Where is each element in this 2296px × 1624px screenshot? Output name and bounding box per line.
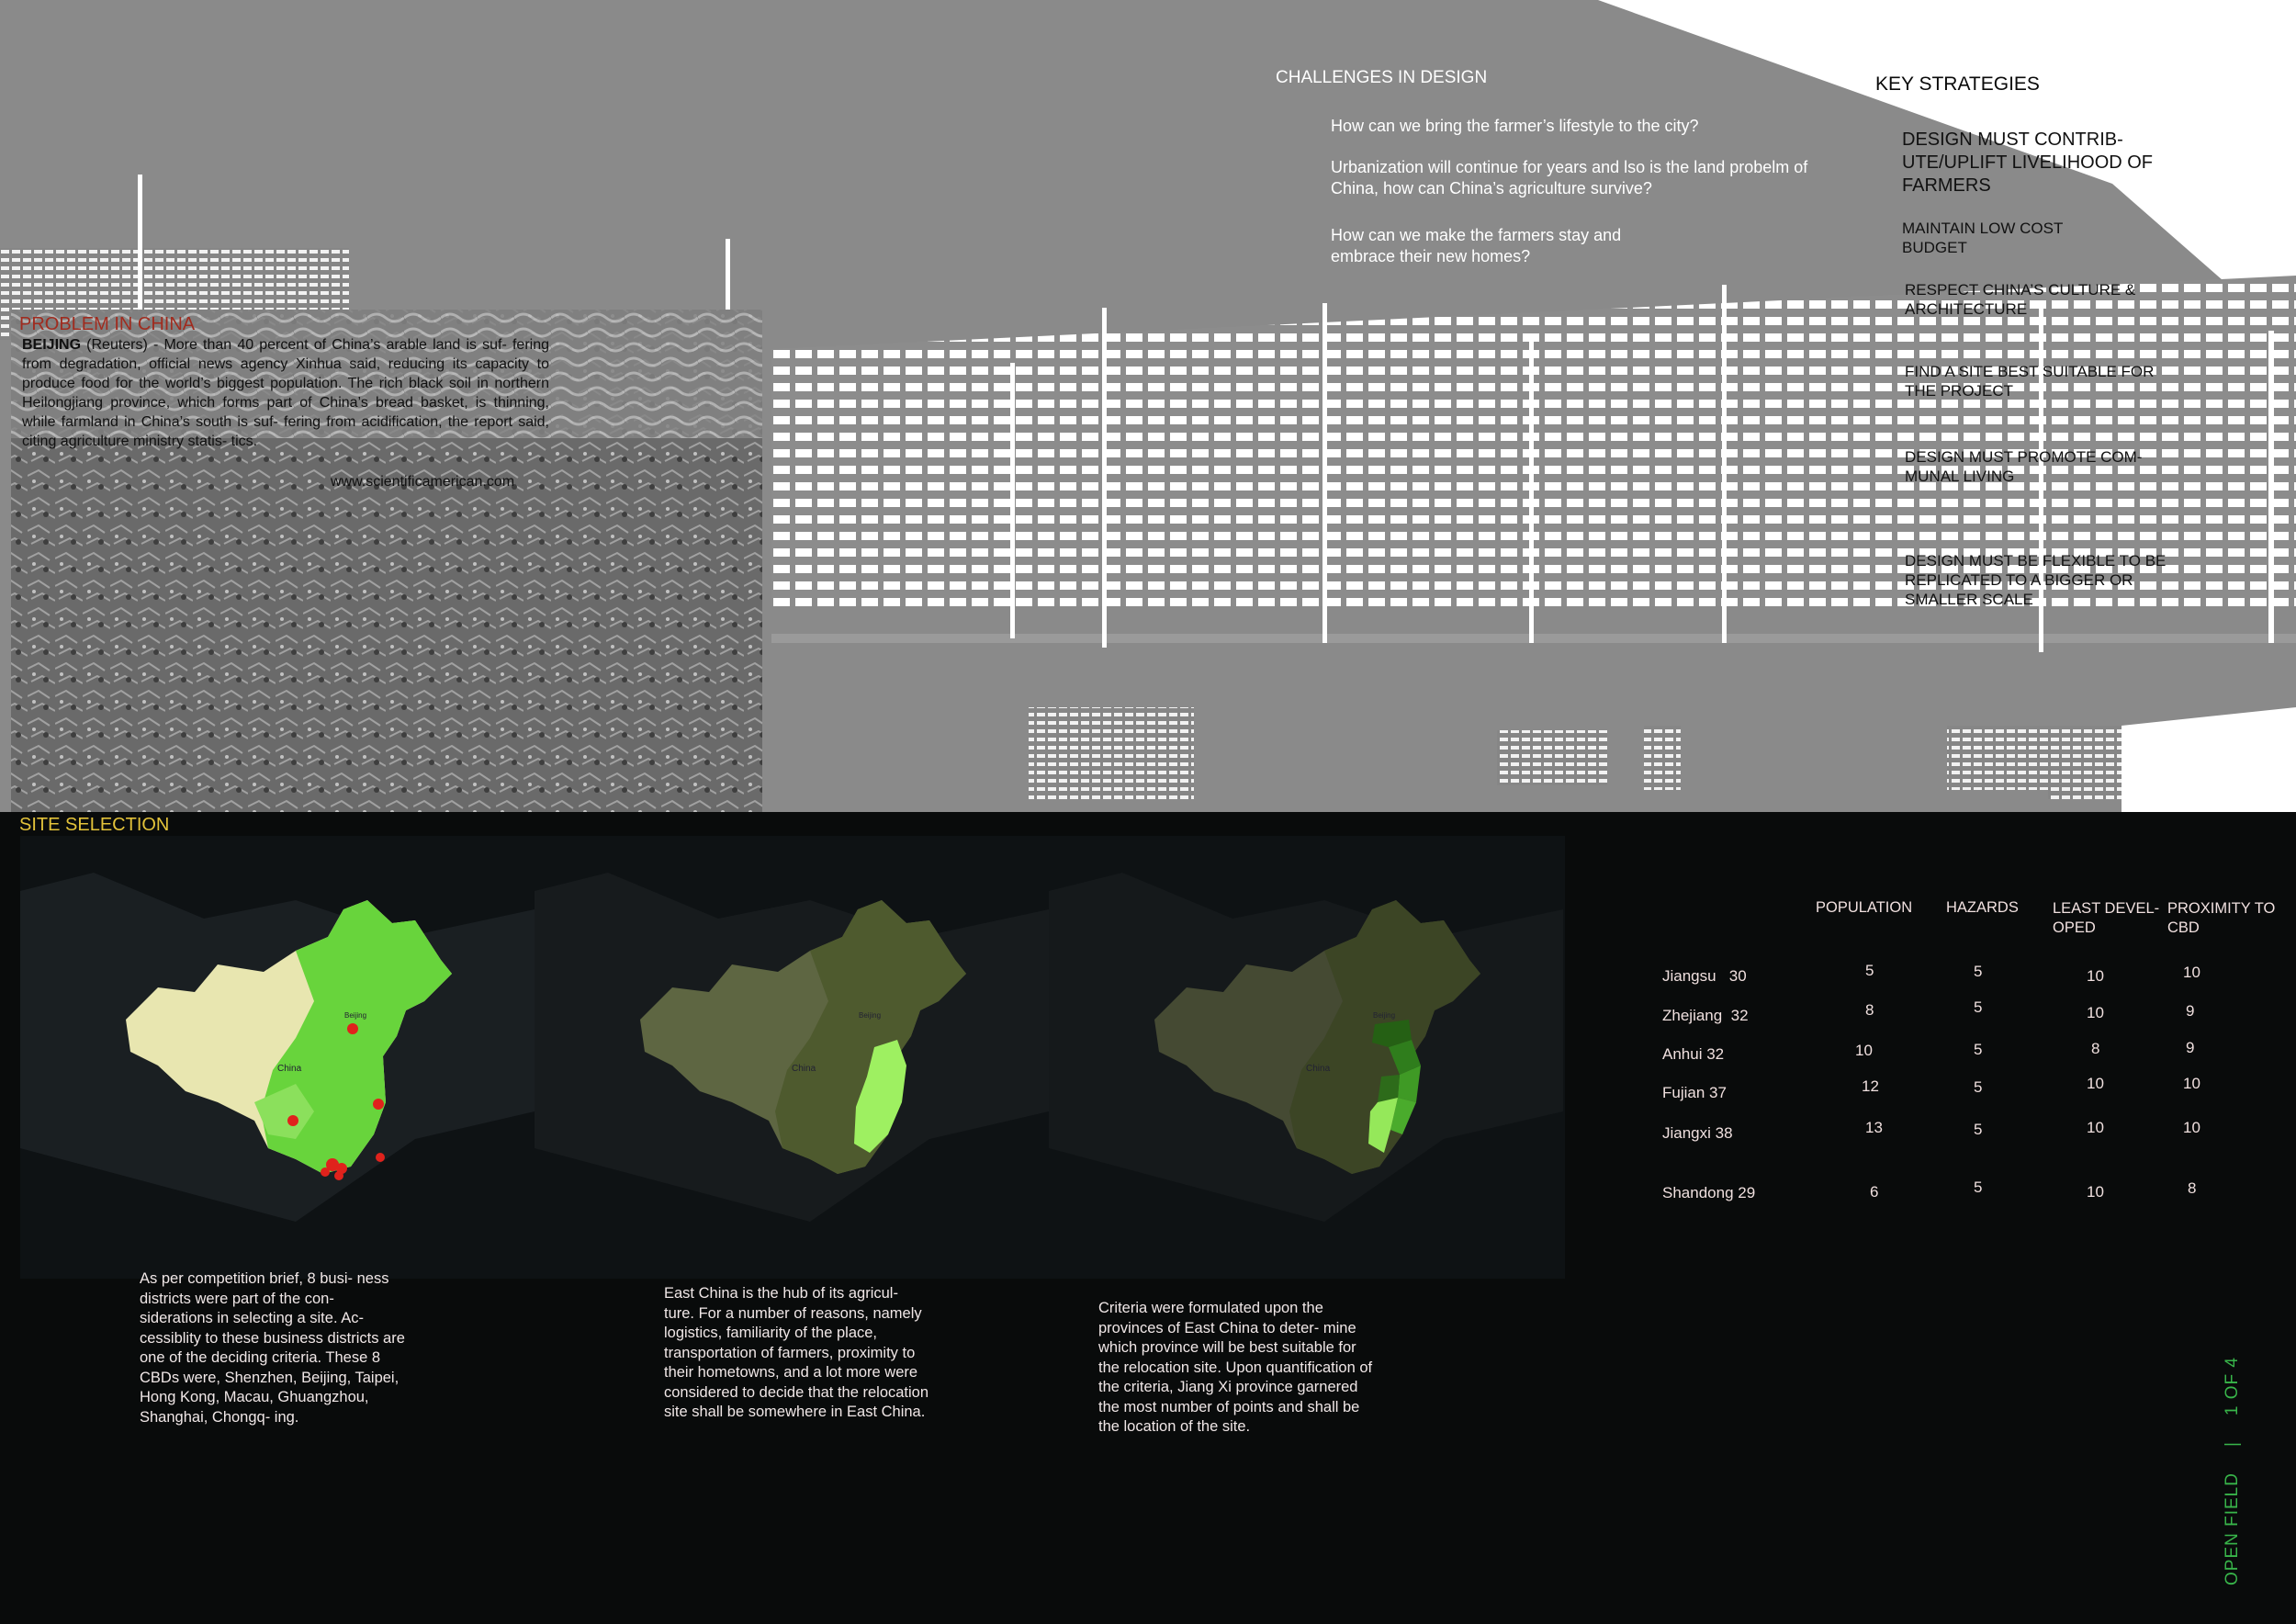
sheet-footer [2223,1344,2243,1598]
cbd-marker-chongqing [287,1115,298,1126]
cbd-marker-macau [321,1167,330,1177]
cell-value: 5 [1974,1179,1983,1196]
cbd-marker-taipei [376,1153,385,1162]
map-label-china: China [277,1064,302,1074]
cell-value: 8 [2188,1179,2197,1197]
challenges-heading: CHALLENGES IN DESIGN [1276,68,1488,87]
map-panel-east-china [535,836,1049,1279]
cell-value: 12 [1862,1077,1879,1095]
caption-east-china: East China is the hub of its agricul- ture. For a number of reasons, namely logistics, familiarity of the place, transportation of farmers, proximity to their hometowns, and a lot more were considered to decide that the relocation site shall be somewhere in East China. [664,1285,929,1420]
row-province: Jiangsu 30 [1662,967,1747,985]
cell-value: 10 [2183,1119,2200,1136]
china-map-cbd [20,836,535,1279]
map-label-beijing: Beijing [1373,1011,1396,1020]
cell-value: 10 [2087,1075,2104,1092]
strategy-item: DESIGN MUST BE FLEXIBLE TO BE REPLICATED TO A BIGGER OR SMALLER SCALE [1905,552,2167,608]
cell-value: 9 [2186,1039,2195,1056]
header-hazards: HAZARDS [1946,899,2019,916]
china-map-east [535,836,1049,1279]
map-panel-cbd [20,836,535,1279]
map-label-china: China [792,1064,816,1074]
header-least-developed: LEAST DEVEL- OPED [2053,900,2160,936]
problem-body [22,335,549,451]
map-label-beijing: Beijing [859,1011,882,1020]
cell-value: 8 [1865,1001,1874,1019]
problem-text: (Reuters) - More than 40 percent of China’s arable land is suf- fering from degradation, official news agency Xinhua said, reducing its capacity to produce food for the world’s biggest population. The rich black soil in northern Heilongjiang province, which forms part of China’s bread basket, is thinning, while farmland in China’s south is suf- fering from acidification, the report said, citing agriculture ministry statis- tics. [22,337,549,449]
row-province: Zhejiang 32 [1662,1007,1749,1024]
cell-value: 13 [1865,1119,1883,1136]
source-link: www.scientificamerican.com [331,474,515,490]
strategy-item: FIND A SITE BEST SUITABLE FOR THE PROJECT [1905,363,2155,400]
caption-criteria: Criteria were formulated upon the provinces of East China to deter- mine which province will be best suitable for the relocation site. Upon quantification of the criteria, Jiang Xi province garnered the most number of points and shall be the location of the site. [1098,1300,1373,1435]
cell-value: 10 [2087,1004,2104,1021]
header-population: POPULATION [1816,899,1913,916]
cell-value: 5 [1974,998,1983,1016]
map-label-china: China [1306,1064,1331,1074]
cbd-marker-beijing [347,1023,358,1034]
cell-value: 6 [1870,1183,1879,1201]
header-proximity: PROXIMITY TO CBD [2167,900,2276,936]
row-province: Anhui 32 [1662,1045,1725,1063]
row-province: Fujian 37 [1662,1084,1727,1101]
cell-value: 5 [1974,963,1983,980]
cell-value: 9 [2186,1002,2195,1020]
strategy-item: DESIGN MUST PROMOTE COM- MUNAL LIVING [1905,448,2143,485]
cbd-marker-shanghai [373,1099,384,1110]
cell-value: 10 [2183,964,2200,981]
cell-value: 5 [1974,1121,1983,1138]
cell-value: 5 [1865,962,1874,979]
strategy-item: RESPECT CHINA’S CULTURE & ARCHITECTURE [1905,281,2136,318]
project-title: OPEN FIELD [2223,1472,2242,1585]
cell-value: 10 [2087,1119,2104,1136]
strategy-item: DESIGN MUST CONTRIB- UTE/UPLIFT LIVELIHOOD OF FARMERS [1902,130,2154,196]
site-selection-heading: SITE SELECTION [19,815,170,835]
cell-value: 10 [1855,1042,1873,1059]
page-indicator: 1 OF 4 [2223,1357,2242,1416]
challenge-question: How can we bring the farmer’s lifestyle to the city? [1331,117,1699,135]
cell-value: 10 [2183,1075,2200,1092]
cell-value: 10 [2087,1183,2104,1201]
cell-value: 5 [1974,1078,1983,1096]
footer-separator: | [2223,1441,2242,1448]
cell-value: 10 [2087,967,2104,985]
cell-value: 8 [2091,1040,2100,1057]
problem-lead: BEIJING [22,337,82,353]
key-strategies-heading: KEY STRATEGIES [1875,73,2040,95]
strategy-item: MAINTAIN LOW COST BUDGET [1902,220,2064,256]
challenge-question: Urbanization will continue for years and lso is the land probelm of China, how can China’s agriculture survive? [1331,158,1808,197]
problem-heading: PROBLEM IN CHINA [19,314,196,334]
row-province: Jiangxi 38 [1662,1124,1733,1142]
row-province: Shandong 29 [1662,1184,1756,1201]
china-map-provinces [1049,836,1565,1279]
cbd-marker-hongkong [334,1171,343,1180]
cell-value: 5 [1974,1041,1983,1058]
map-panel-provinces [1049,836,1565,1279]
caption-cbd: As per competition brief, 8 busi- ness districts were part of the con- siderations in selecting a site. Ac- cessiblity to these business districts are one of the deciding criteria. These 8 CBDs were, Shenzhen, Beijing, Taipei, Hong Kong, Macau, Ghuangzhou, Shanghai, Chongq- ing. [140,1270,405,1426]
challenge-question: How can we make the farmers stay and embrace their new homes? [1331,226,1622,265]
map-label-beijing: Beijing [344,1011,367,1020]
